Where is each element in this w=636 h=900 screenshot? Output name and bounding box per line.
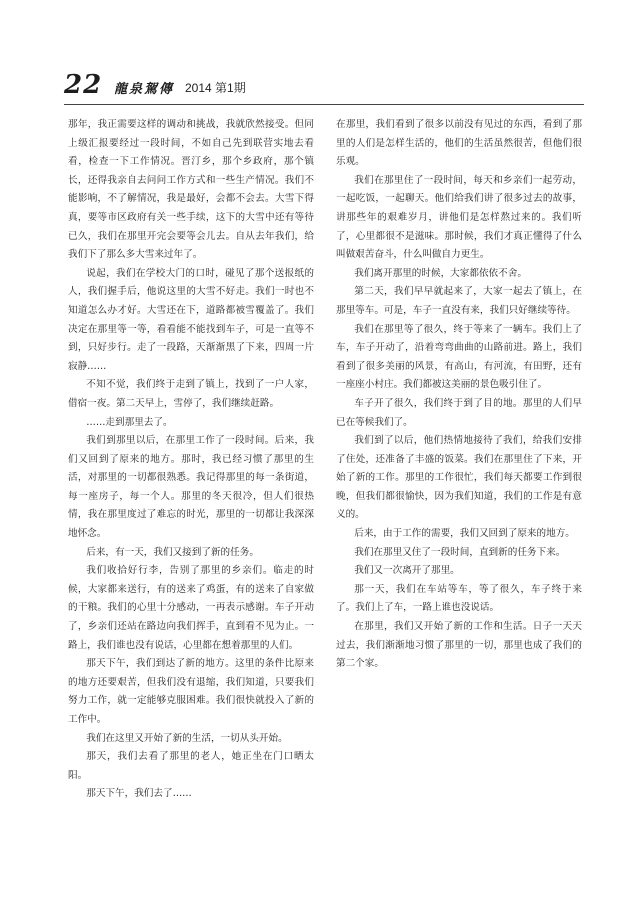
paragraph: 那天下午，我们到达了新的地方。这里的条件比原来的地方还要艰苦，但我们没有退缩，我们知道，只要我们努力工作，就一定能够克服困难。我们很快就投入了新的工作中。	[68, 658, 314, 725]
paragraph: 我们收拾好行李，告别了那里的乡亲们。临走的时候，大家都来送行，有的送来了鸡蛋，有的送来了自家做的干粮。我们的心里十分感动，一再表示感谢。车子开动了，乡亲们还站在路边向我们挥手，直到看不见为止。一路上，我们谁也没有说话，心里都在想着那里的人们。	[68, 565, 314, 651]
paragraph: 我们在那里又住了一段时间，直到新的任务下来。	[354, 546, 566, 558]
right-column	[336, 116, 582, 674]
header-rule	[64, 104, 584, 105]
paragraph: 在那里，我们看到了很多以前没有见过的东西，看到了那里的人们是怎样生活的，他们的生活虽然很苦，但他们很乐观。	[336, 119, 582, 168]
paragraph: 我们在那里等了很久，终于等来了一辆车。我们上了车，车子开动了，沿着弯弯曲曲的山路前进。路上，我们看到了很多美丽的风景，有高山，有河流，有田野，还有一座座小村庄。我们都被这美丽的景色吸引住了。	[336, 323, 582, 391]
paragraph: 在那里，我们又开始了新的工作和生活。日子一天天过去，我们渐渐地习惯了那里的一切，那里也成了我们的第二个家。	[336, 621, 582, 670]
paragraph: 后来，由于工作的需要，我们又回到了原来的地方。	[354, 528, 575, 540]
paragraph: 我们在这里又开始了新的生活，一切从头开始。	[86, 732, 288, 744]
paragraph: 我们离开那里的时候，大家都依依不舍。	[354, 267, 527, 279]
paragraph: 说起，我们在学校大门的口时，碰见了那个送报纸的人，我们握手后，他说这里的大雪不好走。我们一时也不知道怎么办才好。大雪还在下，道路都被雪覆盖了。我们决定在那里等一等，看看能不能找到车子，可是一直等不到，只好步行。走了一段路，天渐渐黑了下来，四周一片寂静……	[68, 267, 314, 372]
left-column	[68, 116, 314, 804]
paragraph: 那一天，我们在车站等车，等了很久，车子终于来了。我们上了车，一路上谁也没说话。	[336, 583, 582, 614]
paragraph: 后来，有一天，我们又接到了新的任务。	[86, 546, 259, 558]
paragraph: 不知不觉，我们终于走到了镇上，找到了一户人家，借宿一夜。第二天早上，雪停了，我们继续赶路。	[68, 379, 314, 409]
paragraph: 车子开了很久，我们终于到了目的地。那里的人们早已在等候我们了。	[336, 397, 582, 428]
paragraph: 我们到那里以后，在那里工作了一段时间。后来，我们又回到了原来的地方。那时，我已经习惯了那里的生活，对那里的一切都很熟悉。我记得那里的每一条街道，每一座房子，每一个人。那里的冬天很冷，但人们很热情，我在那里度过了难忘的时光，那里的一切都让我深深地怀念。	[68, 435, 314, 540]
paragraph: ……走到那里去了。	[86, 416, 173, 428]
paragraph: 那天，我们去看了那里的老人，她正坐在门口晒太阳。	[68, 751, 314, 781]
page-number: 22	[64, 70, 103, 100]
paragraph: 我们到了以后，他们热情地接待了我们，给我们安排了住处，还准备了丰盛的饭菜。我们在那里住了下来，开始了新的工作。那里的工作很忙，我们每天都要工作到很晚，但我们都很愉快，因为我们知道，我们的工作是有意义的。	[336, 435, 582, 521]
page-header	[64, 70, 584, 100]
paragraph: 那天下午，我们去了……	[86, 788, 192, 800]
issue-label: 2014 第1期	[185, 81, 246, 95]
paragraph: 第二天，我们早早就起来了，大家一起去了镇上，在那里等车。可是，车子一直没有来，我们只好继续等待。	[336, 286, 582, 316]
magazine-title: 龍泉駕傳	[114, 82, 175, 97]
paragraph: 我们在那里住了一段时间，每天和乡亲们一起劳动，一起吃饭，一起聊天。他们给我们讲了很多过去的故事，讲那些年的艰难岁月，讲他们是怎样熬过来的。我们听了，心里都很不是滋味。那时候，我们才真正懂得了什么叫做艰苦奋斗，什么叫做自力更生。	[336, 174, 582, 261]
paragraph: 我们又一次离开了那里。	[354, 565, 460, 577]
paragraph: 那年，我正需要这样的调动和挑战，我就欣然接受。但同上级汇报要经过一段时间，不如自己先到联营实地去看看，检查一下工作情况。晋汀乡，那个乡政府，那个镇长，还得我亲自去问问工作方式和一些生产情况。我们不能影响，不了解情况，我是最好，会都不会去。大雪下得真，要等市区政府有关一些手续，这下的大雪中还有等待已久，我们在那里开完会要等会儿去。自从去年我们，给我们下了那么多大雪来过年了。	[68, 119, 314, 261]
